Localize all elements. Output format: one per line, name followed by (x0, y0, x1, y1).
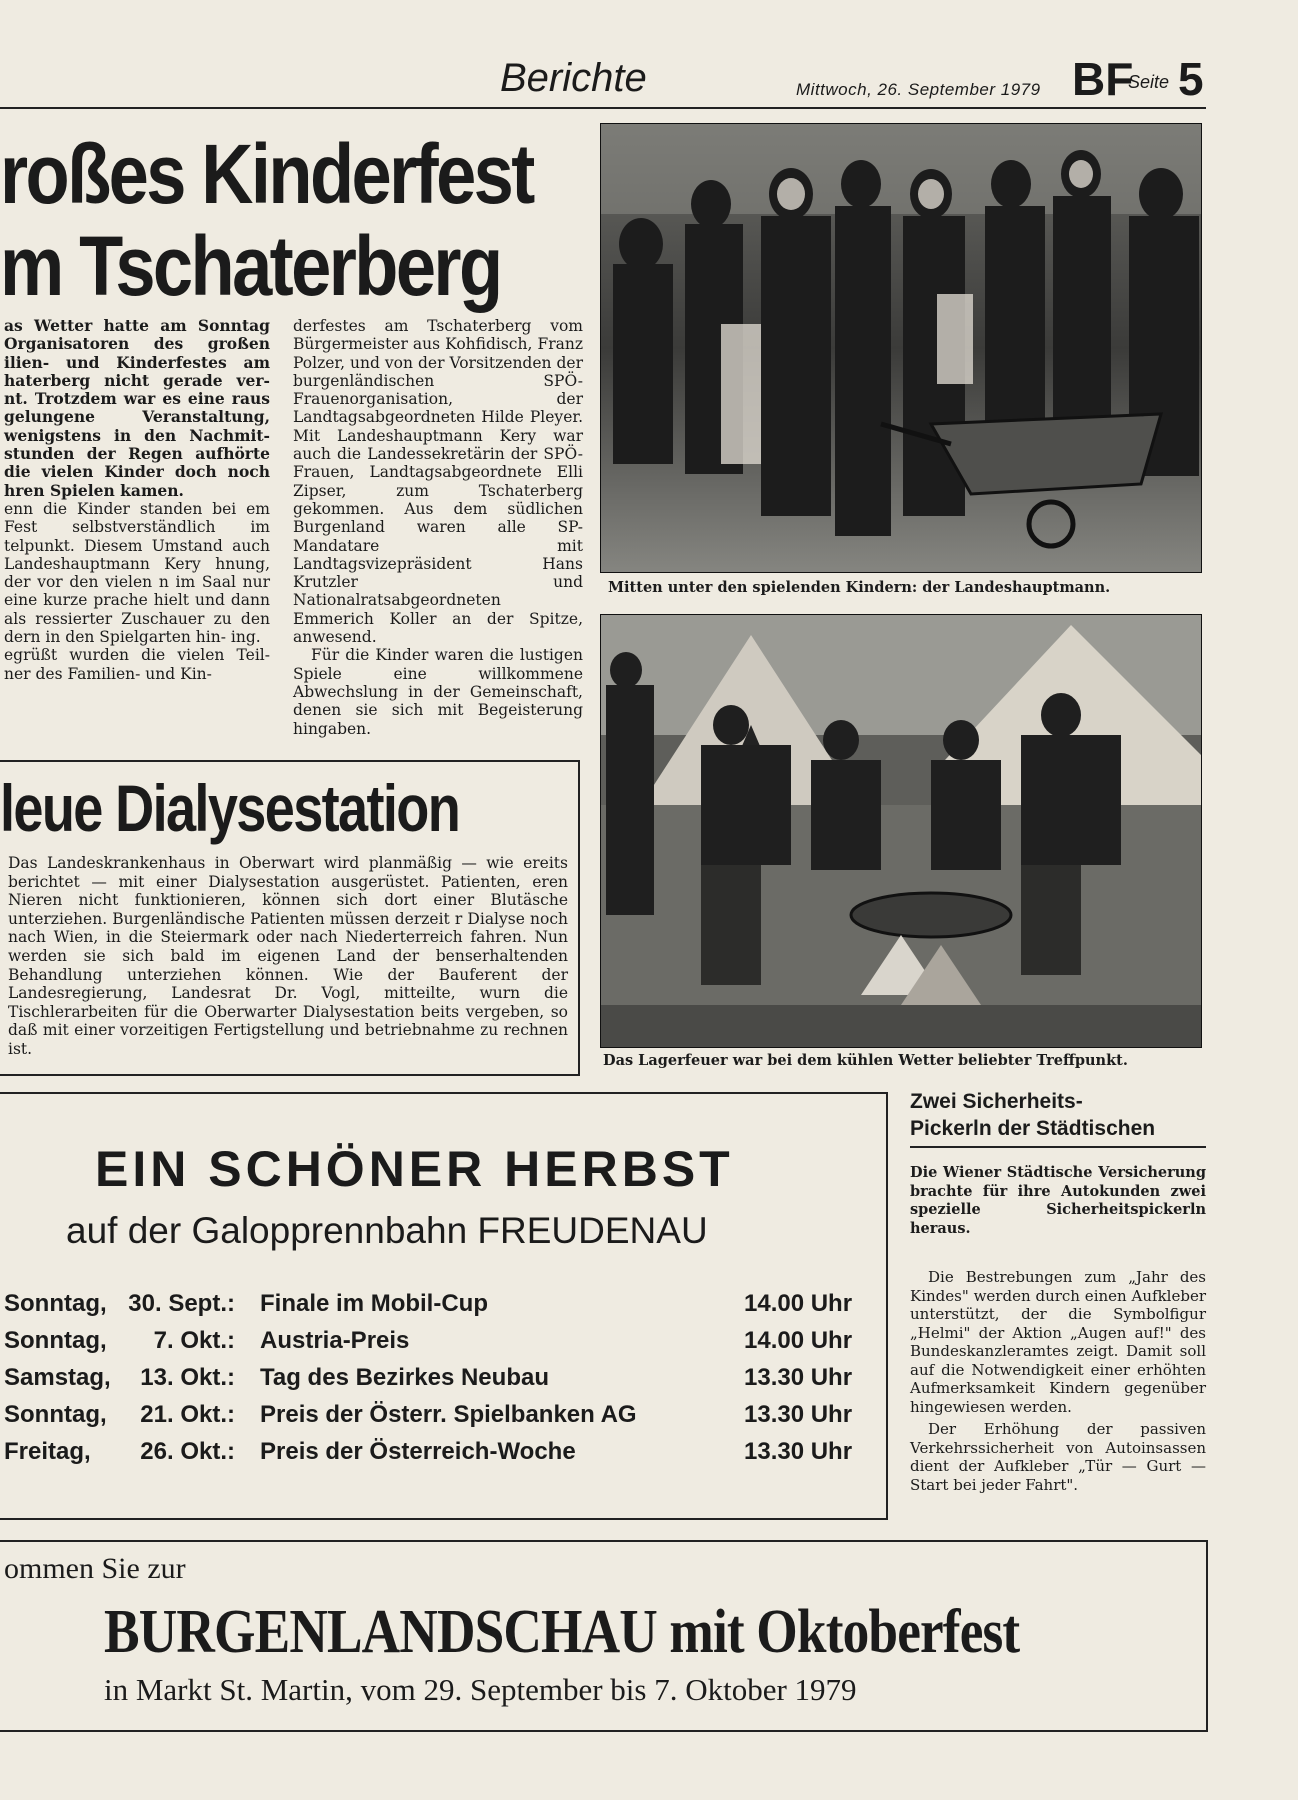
race-day: Sonntag, (4, 1290, 107, 1317)
article-paragraph: egrüßt wurden die vielen Teil- ner des Familien- und Kin- (4, 646, 270, 683)
article-column-1 (4, 317, 270, 683)
race-event: Tag des Bezirkes Neubau (260, 1364, 549, 1391)
photo-campfire-image (601, 615, 1201, 1047)
photo-caption: Mitten unter den spielenden Kindern: der Landeshauptmann. (608, 579, 1111, 596)
side-body (910, 1268, 1206, 1494)
article-column-2 (293, 317, 583, 738)
photo-caption: Das Lagerfeuer war bei dem kühlen Wetter beliebter Treffpunkt. (603, 1052, 1128, 1069)
brand-logo: BF (1072, 53, 1134, 105)
side-headline-line-2: Pickerln der Städtischen (910, 1117, 1156, 1140)
section-title: Berichte (500, 56, 647, 100)
race-day: Freitag, (4, 1438, 91, 1465)
race-day: Sonntag, (4, 1327, 107, 1354)
seite-label: Seite (1128, 72, 1170, 92)
article-lead: as Wetter hatte am Sonntag Organisatoren des großen ilien- und Kinderfestes am haterberg nicht gerade ver- nt. Trotzdem war es eine raus gelungene Veranstaltung, wenigstens in den Nachmit- stunden der Regen aufhörte die vielen Kinder doch noch hren Spielen kamen. (4, 316, 270, 500)
race-date: 13. Okt.: (140, 1364, 235, 1391)
photo-crowd-landeshauptmann (600, 123, 1202, 573)
article-headline (0, 127, 533, 313)
race-time: 13.30 Uhr (744, 1438, 853, 1465)
dialyse-text: Das Landeskrankenhaus in Oberwart wird planmäßig — wie ereits berichtet — mit einer Dialysestation ausgerüstet. Patienten, eren Nieren nicht funktionieren, können sich dort einer Blutäsche unterziehen. Burgenländische Patienten müssen derzeit r Dialyse noch nach Wien, in die Steiermark oder nach Niederterreich fahren. Nun werden sie sich bald im eigenen Land der benserhaltenden Behandlung unterziehen können. Wie der Bauferent der Landesregierung, Landesrat Dr. Vogl, mitteilte, wurn die Tischlerarbeiten für die Oberwarter Dialysestation beits vergeben, so daß mit einer vorzeitigen Fertigstellung und betriebnahme zu rechnen ist. (8, 854, 568, 1058)
dialyse-headline: leue Dialysestation (0, 771, 460, 845)
headline-line-1: roßes Kinderfest (0, 127, 533, 221)
race-time: 13.30 Uhr (744, 1364, 853, 1391)
race-date: 30. Sept.: (128, 1290, 235, 1317)
side-rule (910, 1146, 1206, 1148)
article-paragraph: Für die Kinder waren die lustigen Spiele eine willkommene Abwechslung in der Gemeinschaft, denen sie sich mit Begeisterung hingaben. (293, 646, 583, 738)
burgenland-ad-dates: in Markt St. Martin, vom 29. September bis 7. Oktober 1979 (104, 1672, 857, 1707)
photo-crowd-image (601, 124, 1201, 572)
race-date: 26. Okt.: (140, 1438, 235, 1465)
race-event: Finale im Mobil-Cup (260, 1290, 488, 1317)
race-event: Preis der Österr. Spielbanken AG (260, 1401, 637, 1428)
race-event: Austria-Preis (260, 1327, 410, 1354)
race-date: 21. Okt.: (140, 1401, 235, 1428)
race-time: 14.00 Uhr (744, 1290, 853, 1317)
side-headline (910, 1088, 1155, 1142)
page-number: 5 (1178, 53, 1204, 105)
burgenland-ad-title: BURGENLANDSCHAU mit Oktoberfest (104, 1598, 1020, 1666)
race-event: Preis der Österreich-Woche (260, 1438, 576, 1465)
race-day: Sonntag, (4, 1401, 107, 1428)
article-paragraph: derfestes am Tschaterberg vom Bürgermeister aus Kohfidisch, Franz Polzer, und von der Vorsitzenden der burgenländischen SPÖ-Frauenorganisation, der Landtagsabgeordneten Hilde Pleyer. Mit Landeshauptmann Kery war auch die Landessekretärin der SPÖ-Frauen, Landtagsabgeordnete Elli Zipser, zum Tschaterberg gekommen. Aus dem südlichen Burgenland waren alle SP-Mandatare mit Landtagsvizepräsident Hans Krutzler und Nationalratsabgeordneten Emmerich Koller an der Spitze, anwesend. (293, 317, 583, 647)
side-paragraph: Der Erhöhung der passiven Verkehrssicherheit von Autoinsassen dient der Aufkleber „Tür — Gurt — Start bei jeder Fahrt". (910, 1420, 1206, 1494)
side-lead: Die Wiener Städtische Versicherung brachte für ihre Autokunden zwei spezielle Sicherheitspickerln heraus. (910, 1164, 1206, 1237)
herbst-ad-title: EIN SCHÖNER HERBST (95, 1141, 734, 1197)
article-paragraph: enn die Kinder standen bei em Fest selbstverständlich im telpunkt. Diesem Umstand auch Landeshauptmann Kery hnung, der vor den vielen n im Saal nur eine kurze prache hielt und dann als ressierter Zuschauer zu den dern in den Spielgarten hin- ing. (4, 499, 270, 647)
burgenland-ad-intro: ommen Sie zur (4, 1552, 186, 1585)
side-headline-line-1: Zwei Sicherheits- (910, 1090, 1083, 1113)
headline-line-2: m Tschaterberg (0, 219, 501, 313)
race-time: 14.00 Uhr (744, 1327, 853, 1354)
issue-date: Mittwoch, 26. September 1979 (796, 80, 1041, 99)
race-time: 13.30 Uhr (744, 1401, 853, 1428)
race-day: Samstag, (4, 1364, 111, 1391)
race-date: 7. Okt.: (153, 1327, 235, 1354)
herbst-ad-subtitle: auf der Galopprennbahn FREUDENAU (66, 1210, 708, 1251)
header-rule (0, 107, 1206, 109)
side-paragraph: Die Bestrebungen zum „Jahr des Kindes" werden durch einen Aufkleber unterstützt, der die Symbolfigur „Helmi" der Aktion „Augen auf!" des Bundeskanzleramtes zeigt. Damit soll auf die Notwendigkeit einer erhöhten Aufmerksamkeit Kindern gegenüber hingewiesen werden. (910, 1268, 1206, 1416)
photo-campfire (600, 614, 1202, 1048)
